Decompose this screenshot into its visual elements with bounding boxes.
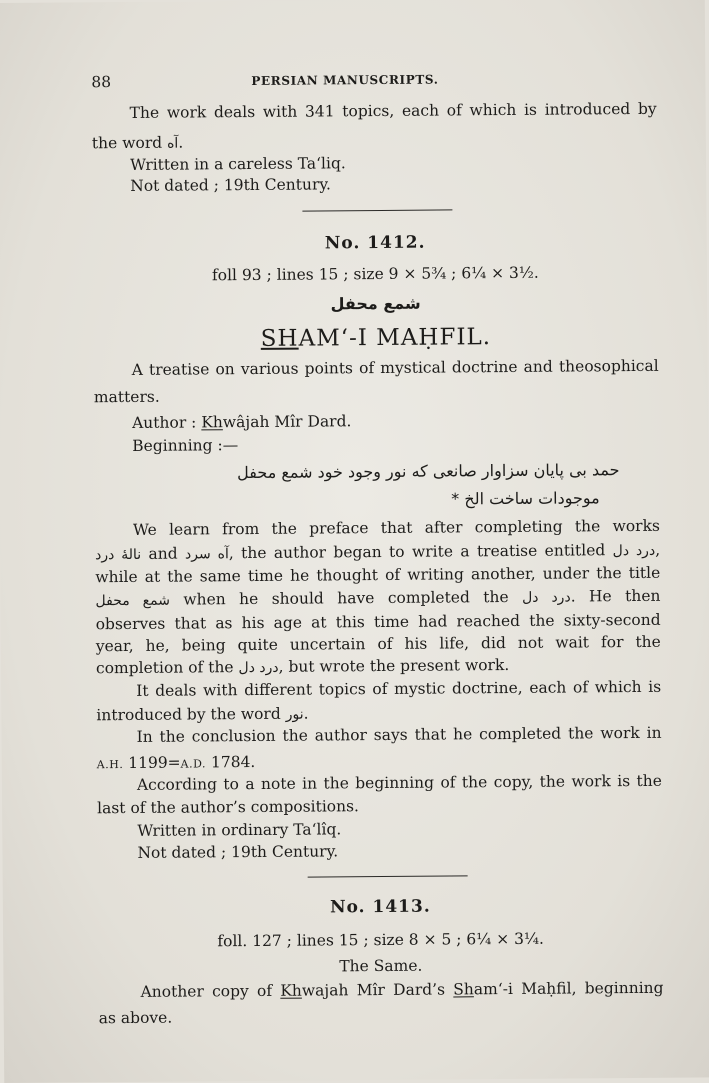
section-divider — [308, 875, 468, 877]
script-note: Written in a careless Ta‘liq. — [129, 154, 346, 174]
text-line: the word آه. — [91, 133, 184, 153]
text-line: شمع محفل when he should have completed the درد دل. He then — [95, 586, 661, 610]
page-number: 88 — [91, 73, 112, 92]
text-line: matters. — [93, 387, 160, 407]
beginning-label: Beginning :— — [132, 436, 239, 455]
text-line: introduced by the word نور. — [96, 704, 309, 725]
text-line: while at the same time he thought of writing another, under the title — [95, 563, 661, 587]
text-line: نالهٔ درد and آه سرد, the author began to write a treatise entitled درد دل, — [95, 540, 661, 564]
persian-incipit: موجودات ساخت الخ * — [451, 488, 600, 509]
entry-number: No. 1412. — [324, 232, 426, 254]
date-note: Not dated ; 19th Century. — [130, 175, 332, 195]
text-line: A.H. 1199=A.D. 1784. — [96, 752, 256, 773]
entry-number: No. 1413. — [329, 896, 431, 918]
collation: foll 93 ; lines 15 ; size 9 × 5¾ ; 6¼ × 3½. — [211, 263, 539, 285]
text-line: completion of the درد دل, but wrote the present work. — [95, 655, 510, 678]
text-line: The work deals with 341 topics, each of which is introduced by — [129, 99, 657, 122]
author-line: Author : Khwâjah Mîr Dard. — [132, 412, 352, 432]
text-line: According to a note in the beginning of the copy, the work is the — [136, 771, 662, 794]
text-line: We learn from the preface that after completing the works — [132, 516, 660, 539]
entry-title: SHAM‘-I MAḤFIL. — [260, 324, 492, 352]
entry-subtitle: The Same. — [339, 956, 423, 976]
text-line: In the conclusion the author says that he completed the work in — [136, 723, 662, 746]
section-divider — [302, 209, 452, 211]
description: A treatise on various points of mystical doctrine and theosophical — [131, 356, 659, 379]
script-note: Written in ordinary Ta‘lîq. — [137, 820, 342, 840]
text-line: observes that as his age at this time had reached the sixty-second — [95, 610, 661, 634]
running-header — [91, 68, 656, 92]
text-line: year, he, being quite uncertain of his life, did not wait for the — [95, 632, 661, 656]
persian-title: شمع محفل — [330, 293, 421, 314]
persian-incipit: حمد بی پایان سزاوار صانعی که نور وجود خود شمع محفل — [237, 460, 620, 483]
text-line: as above. — [98, 1008, 173, 1028]
running-title: PERSIAN MANUSCRIPTS. — [251, 72, 439, 88]
collation: foll. 127 ; lines 15 ; size 8 × 5 ; 6¼ × 3¼. — [217, 929, 545, 951]
date-note: Not dated ; 19th Century. — [137, 842, 339, 862]
text-line: last of the author’s compositions. — [97, 797, 360, 818]
text-line: It deals with different topics of mystic doctrine, each of which is — [136, 677, 662, 700]
text-line: Another copy of Khwajah Mîr Dard’s Sham‘-i Maḥfil, beginning — [140, 978, 664, 1001]
